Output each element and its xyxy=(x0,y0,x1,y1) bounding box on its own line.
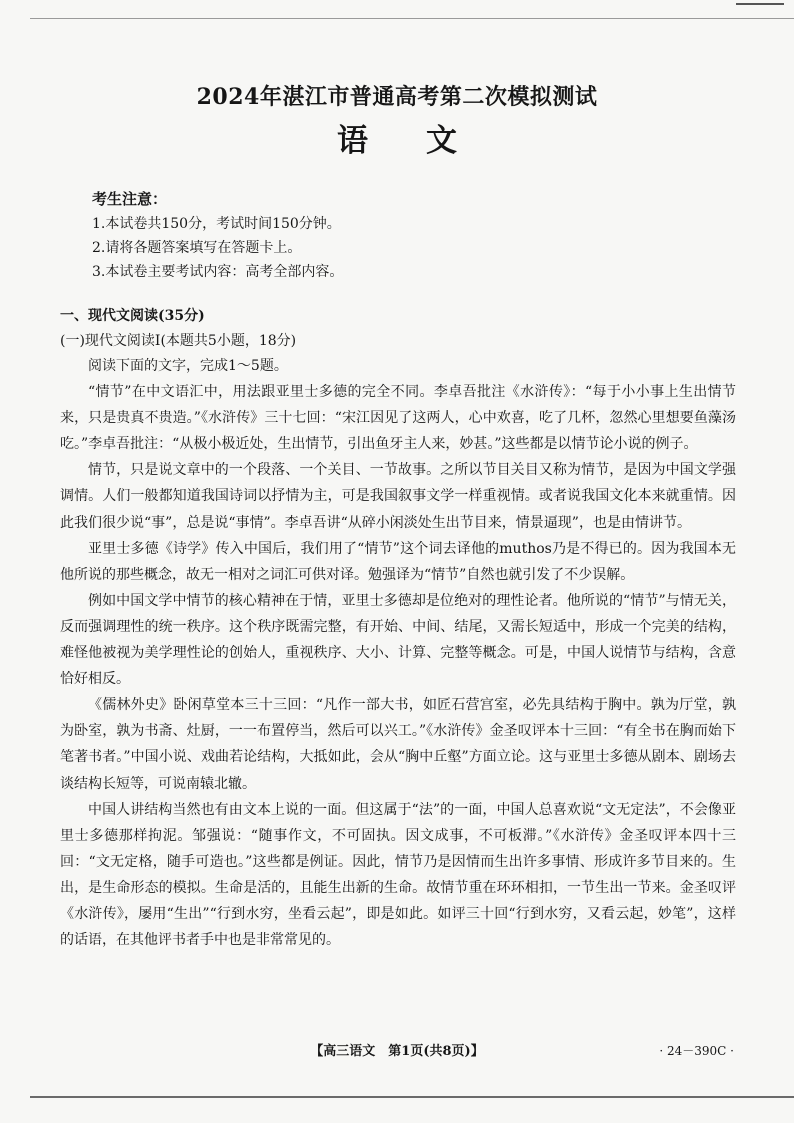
reading-passage xyxy=(60,353,736,953)
notice-item: 1.本试卷共150分，考试时间150分钟。 xyxy=(92,216,341,232)
exam-title: 2024年湛江市普通高考第二次模拟测试 xyxy=(196,84,598,110)
passage-paragraph: 中国人讲结构当然也有由文本上说的一面。但这属于“法”的一面，中国人总喜欢说“文无定法”，不会像亚里士多德那样拘泥。邹强说：“随事作文，不可固执。因文成事，不可板滞。”《水浒传》金圣叹评本四十三回：“文无定格，随手可造也。”这些都是例证。因此，情节乃是因情而生出许多事情、形成许多节目来的。生出，是生命形态的模拟。生命是活的，且能生出新的生命。故情节重在环环相扣，一节生出一节来。金圣叹评《水浒传》，屡用“生出”“行到水穷，坐看云起”，即是如此。如评三十回“行到水穷，又看云起，妙笔”，这样的话语，在其他评书者手中也是非常常见的。 xyxy=(60,801,736,949)
passage-paragraph: 例如中国文学中情节的核心精神在于情，亚里士多德却是位绝对的理性论者。他所说的“情节”与情无关，反而强调理性的统一秩序。这个秩序既需完整，有开始、中间、结尾，又需长短适中，形成一个完美的结构，难怪他被视为美学理性论的创始人，重视秩序、大小、计算、完整等概念。可是，中国人说情节与结构，含意恰好相反。 xyxy=(60,592,736,688)
notice-title: 考生注意： xyxy=(92,190,168,208)
passage-paragraph: 《儒林外史》卧闲草堂本三十三回：“凡作一部大书，如匠石营宫室，必先具结构于胸中。孰为厅堂，孰为卧室，孰为书斋、灶厨，一一布置停当，然后可以兴工。”《水浒传》金圣叹评本十三回：“有全书在胸而始下笔著书者。”中国小说、戏曲若论结构，大抵如此，会从“胸中丘壑”方面立论。这与亚里士多德从剧本、剧场去谈结构长短等，可说南辕北辙。 xyxy=(60,697,736,792)
passage-paragraph: “情节”在中文语汇中，用法跟亚里士多德的完全不同。李卓吾批注《水浒传》：“每于小小事上生出情节来，只是贵真不贵造。”《水浒传》三十七回：“宋江因见了这两人，心中欢喜，吃了几杯，忽然心里想要鱼藻汤吃。”李卓吾批注：“从极小极近处，生出情节，引出鱼牙主人来，妙甚。”这些都是以情节论小说的例子。 xyxy=(60,384,736,453)
subsection-heading: (一)现代文阅读Ⅰ(本题共5小题，18分) xyxy=(60,333,297,349)
notice-item: 3.本试卷主要考试内容：高考全部内容。 xyxy=(92,264,344,280)
scan-edge-bottom xyxy=(30,1096,794,1098)
passage-paragraph: 情节，只是说文章中的一个段落、一个关目、一节故事。之所以节目关目又称为情节，是因为中国文学强调情。人们一般都知道我国诗词以抒情为主，可是我国叙事文学一样重视情。或者说我国文化本来就重情。因此我们很少说“事”，总是说“事情”。李卓吾讲“从碎小闲淡处生出节目来，情景逼现”，也是由情讲节。 xyxy=(60,462,736,531)
page-footer: 【高三语文 第1页(共8页)】 xyxy=(310,1044,484,1059)
notice-item: 2.请将各题答案填写在答题卡上。 xyxy=(92,240,302,256)
scan-edge-top xyxy=(30,18,794,19)
corner-mark xyxy=(736,3,784,5)
passage-paragraph: 亚里士多德《诗学》传入中国后，我们用了“情节”这个词去译他的muthos乃是不得已的。因为我国本无他所说的那些概念，故无一相对之词汇可供对译。勉强译为“情节”自然也就引发了不少误解。 xyxy=(60,540,736,583)
subject-title: 语文 xyxy=(337,123,515,159)
section-heading: 一、现代文阅读(35分) xyxy=(60,308,205,324)
exam-code: · 24－390C · xyxy=(659,1044,734,1058)
passage-instruction: 阅读下面的文字，完成1～5题。 xyxy=(88,358,288,374)
notice-block xyxy=(92,187,343,284)
